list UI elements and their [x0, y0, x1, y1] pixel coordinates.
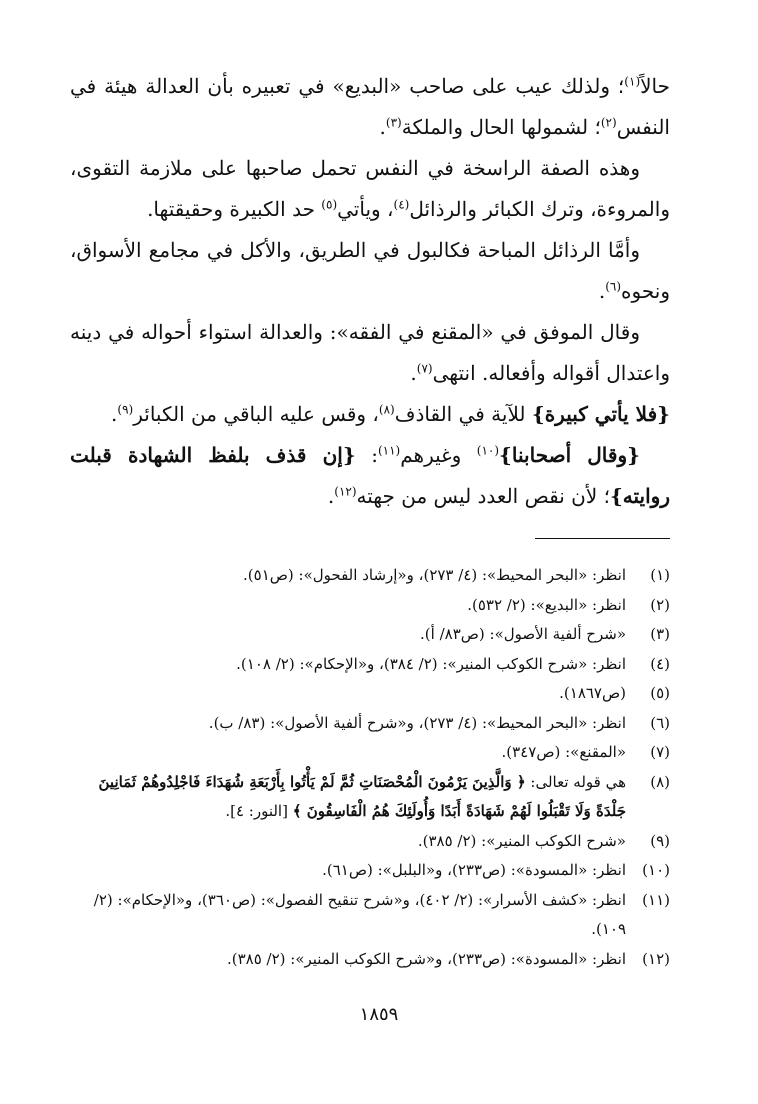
footnote-number: (١)	[650, 566, 670, 584]
footnote-text: انظر: «شرح الكوكب المنير»: (٢/ ٣٨٤)، و«الإحكام»: (٢/ ١٠٨).	[236, 654, 626, 673]
footnote-item	[70, 679, 670, 709]
footnote-number: (٣)	[650, 625, 670, 643]
footnote-ref-12[interactable]: (١٢)	[334, 484, 357, 499]
paragraph-4	[70, 312, 670, 394]
text-run: .	[598, 279, 606, 303]
footnote-number: (٥)	[650, 684, 670, 702]
footnote-ref-11[interactable]: (١١)	[377, 443, 401, 458]
text-run: هي قوله تعالى:	[525, 772, 626, 791]
text-run: للآية في القاذف	[394, 402, 532, 426]
footnote-item	[70, 591, 670, 621]
text-run: .	[379, 115, 386, 139]
text-run: :	[355, 443, 378, 467]
footnote-item	[70, 620, 670, 650]
footnote-separator	[535, 538, 670, 539]
text-run: .	[327, 484, 335, 508]
footnote-text: انظر: «البديع»: (٢/ ٥٣٢).	[467, 595, 626, 614]
footnote-number: (٩)	[650, 831, 670, 850]
footnote-item	[70, 738, 670, 768]
footnote-text: انظر: «المسودة»: (ص٢٣٣)، و«شرح الكوكب المنير»: (٢/ ٣٨٥).	[226, 949, 626, 968]
footnote-ref-10[interactable]: (١٠)	[476, 443, 500, 458]
text-run: وأمَّا الرذائل المباحة فكالبول في الطريق، والأكل في مجامع الأسواق، ونحوه	[70, 238, 670, 303]
paragraph-6	[70, 435, 670, 517]
footnote-item	[70, 650, 670, 680]
text-run: ، وقس عليه الباقي من الكبائر	[133, 402, 379, 426]
footnote-ref-5[interactable]: (٥)	[321, 197, 338, 212]
text-run: وغيرهم	[400, 443, 477, 467]
text-run: حالاً	[640, 74, 670, 98]
matn-quote: {إن قذف بلفظ الشهادة قبلت روايته}	[70, 443, 670, 508]
footnote-item	[70, 856, 670, 886]
footnote-item-8	[70, 768, 670, 827]
footnote-ref-7[interactable]: (٧)	[416, 361, 433, 376]
text-run: حد الكبيرة وحقيقتها.	[147, 197, 322, 221]
matn-quote: {فلا يأتي كبيرة}	[531, 402, 670, 426]
footnote-text: «المقنع»: (ص٣٤٧).	[501, 743, 626, 761]
footnote-number: (١٠)	[642, 861, 670, 879]
footnote-item	[70, 561, 670, 591]
footnote-number: (١١)	[642, 890, 670, 909]
text-run: .	[111, 402, 118, 426]
text-run: ؛ ولذلك عيب على صاحب «البديع» في تعبيره بأن العدالة هيئة في النفس	[70, 74, 670, 139]
footnote-ref-2[interactable]: (٢)	[600, 115, 617, 130]
footnote-text	[70, 768, 626, 827]
footnote-text: (ص١٨٦٧).	[559, 684, 626, 702]
footnote-text: انظر: «البحر المحيط»: (٤/ ٢٧٣)، و«إرشاد الفحول»: (ص٥١).	[243, 566, 626, 584]
footnote-ref-4[interactable]: (٤)	[393, 197, 410, 212]
footnote-ref-8[interactable]: (٨)	[378, 402, 395, 417]
footnote-text: «شرح الكوكب المنير»: (٢/ ٣٨٥).	[417, 831, 626, 850]
footnote-ref-1[interactable]: (١)	[624, 74, 641, 89]
text-run: [النور: ٤].	[225, 802, 293, 820]
text-run: .	[410, 361, 417, 385]
paragraph-5	[70, 394, 670, 435]
footnote-text: «شرح ألفية الأصول»: (ص٨٣/ أ).	[420, 625, 626, 643]
footnote-number: (٤)	[650, 654, 670, 673]
footnotes	[70, 561, 670, 974]
text-run: ؛ لأن نقص العدد ليس من جهته	[356, 484, 610, 508]
text-run: وقال الموفق في «المقنع في الفقه»: والعدالة استواء أحواله في دينه واعتدال أقواله وأفعاله. انتهى	[70, 320, 670, 385]
paragraph-2	[70, 148, 670, 230]
text-run: ، ويأتي	[337, 197, 394, 221]
page-number: ١٨٥٩	[359, 1004, 399, 1025]
text-run: وهذه الصفة الراسخة في النفس تحمل صاحبها على ملازمة التقوى، والمروءة، وترك الكبائر والرذائل	[70, 156, 670, 221]
footnote-ref-6[interactable]: (٦)	[605, 279, 622, 294]
paragraph-1	[70, 66, 670, 148]
footnote-text: انظر: «كشف الأسرار»: (٢/ ٤٠٢)، و«شرح تنقيح الفصول»: (ص٣٦٠)، و«الإحكام»: (٢/ ١٠٩).	[93, 890, 626, 938]
footnote-ref-9[interactable]: (٩)	[117, 402, 134, 417]
footnote-number: (٢)	[650, 595, 670, 614]
main-text	[70, 66, 670, 517]
footnote-number: (١٢)	[642, 949, 670, 968]
paragraph-3	[70, 230, 670, 312]
footnote-item	[70, 709, 670, 739]
footnote-number: (٨)	[650, 772, 670, 791]
footnote-text: انظر: «المسودة»: (ص٢٣٣)، و«البلبل»: (ص٦١).	[322, 861, 626, 879]
text-run: ؛ لشمولها الحال والملكة	[401, 115, 601, 139]
footnote-number: (٧)	[650, 743, 670, 761]
footnote-item	[70, 827, 670, 857]
matn-quote: {وقال أصحابنا}	[499, 443, 640, 467]
footnote-ref-3[interactable]: (٣)	[385, 115, 402, 130]
footnote-item	[70, 945, 670, 975]
footnote-number: (٦)	[650, 713, 670, 732]
footnote-item	[70, 886, 670, 945]
quran-verse: ﴿ وَالَّذِينَ يَرْمُونَ الْمُحْصَنَاتِ ثُمَّ لَمْ يَأْتُوا بِأَرْبَعَةِ شُهَدَاءَ فَاجْلِدُوهُمْ ثَمَانِينَ جَلْدَةً وَلَا تَقْبَلُوا لَهُمْ شَهَادَةً أَبَدًا وَأُولَئِكَ هُمُ الْفَاسِقُونَ ﴾	[98, 772, 626, 820]
footnote-text: انظر: «البحر المحيط»: (٤/ ٢٧٣)، و«شرح ألفية الأصول»: (٨٣/ ب).	[208, 713, 626, 732]
